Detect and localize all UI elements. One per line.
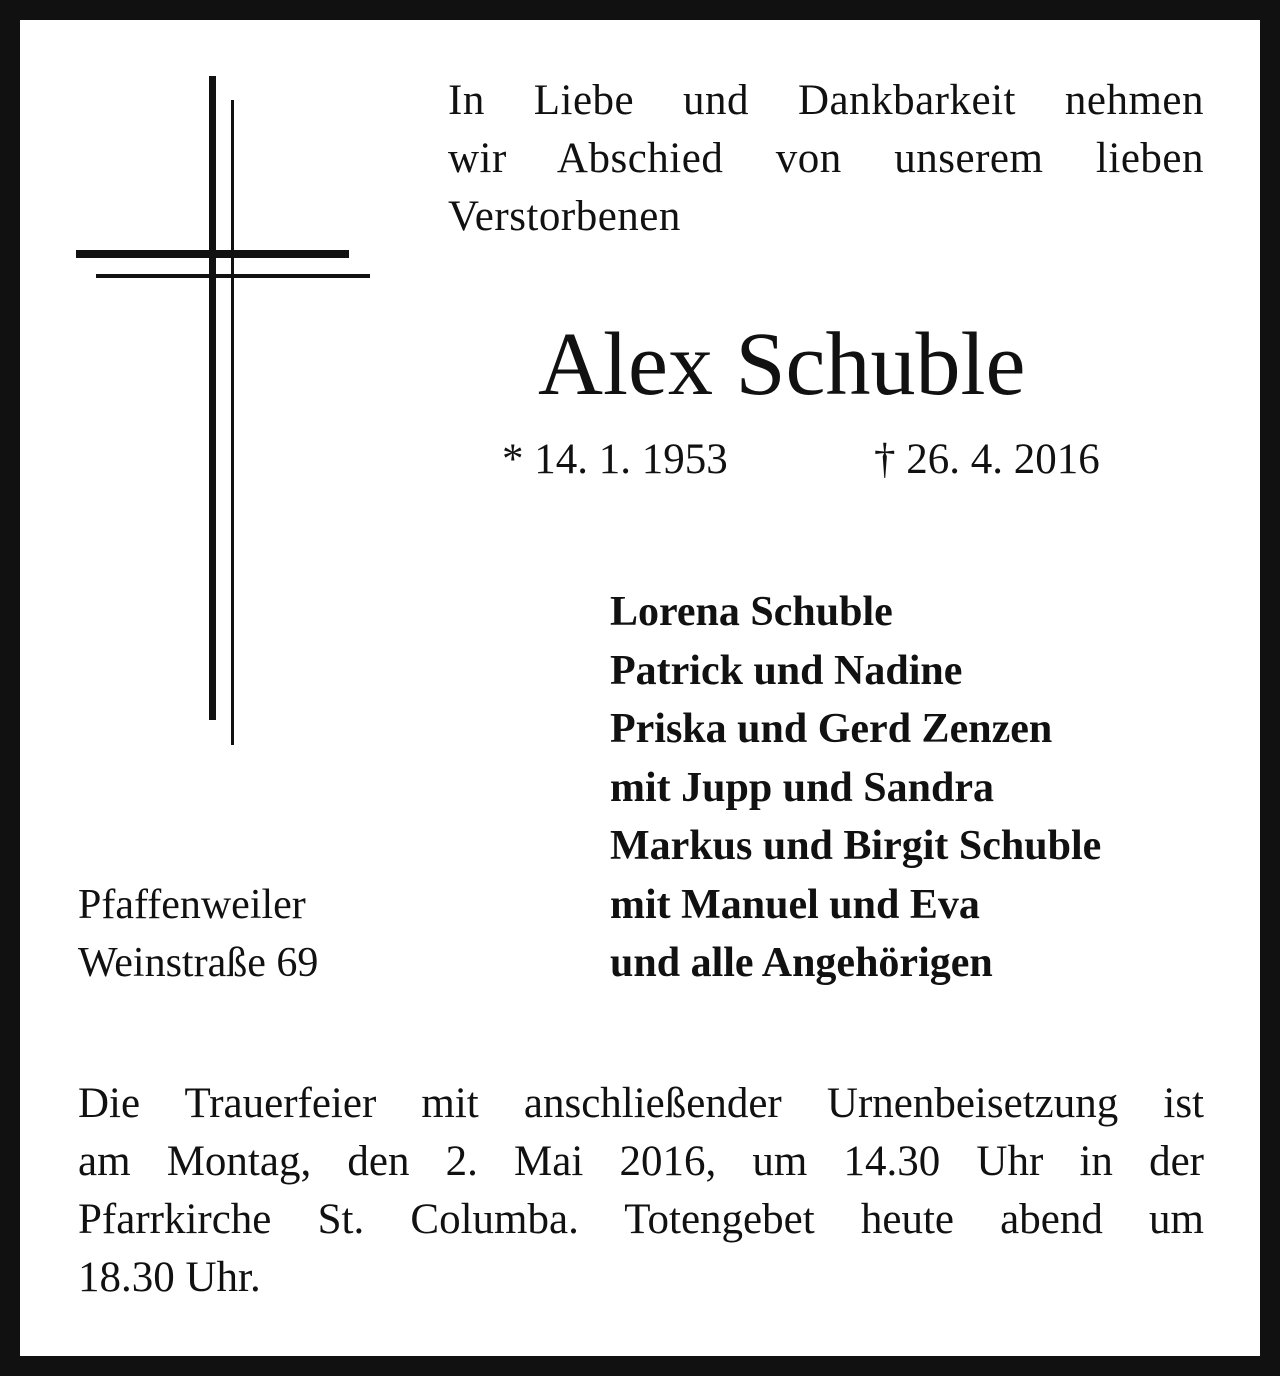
- ceremony-line: am Montag, den 2. Mai 2016, um 14.30 Uhr in der: [78, 1138, 1204, 1185]
- mourner-line: Patrick und Nadine: [610, 647, 963, 694]
- mourner-line: und alle Angehörigen: [610, 940, 993, 986]
- mourners-list: [610, 583, 1101, 993]
- mourner-line: Markus und Birgit Schuble: [610, 823, 1102, 869]
- mourner-line: mit Jupp und Sandra: [610, 764, 995, 811]
- ceremony-text: [78, 1075, 1204, 1307]
- intro-text: [448, 72, 1204, 246]
- address-street: Weinstraße 69: [78, 940, 319, 986]
- ceremony-line: Pfarrkirche St. Columba. Totengebet heute abend um: [78, 1196, 1204, 1243]
- mourner-line: mit Manuel und Eva: [610, 881, 980, 928]
- deceased-name: Alex Schuble: [538, 315, 1026, 414]
- address-town: Pfaffenweiler: [78, 882, 306, 928]
- address-block: [78, 876, 318, 992]
- ceremony-line: 18.30 Uhr.: [78, 1254, 261, 1301]
- ceremony-line: Die Trauerfeier mit anschließender Urnenbeisetzung ist: [78, 1080, 1204, 1127]
- intro-line: Verstorbenen: [448, 193, 681, 240]
- death-date: † 26. 4. 2016: [874, 436, 1100, 483]
- mourner-line: Priska und Gerd Zenzen: [610, 706, 1053, 752]
- mourner-line: Lorena Schuble: [610, 589, 893, 635]
- birth-date: * 14. 1. 1953: [502, 436, 728, 483]
- intro-line: wir Abschied von unserem lieben: [448, 135, 1204, 182]
- intro-line: In Liebe und Dankbarkeit nehmen: [448, 77, 1204, 124]
